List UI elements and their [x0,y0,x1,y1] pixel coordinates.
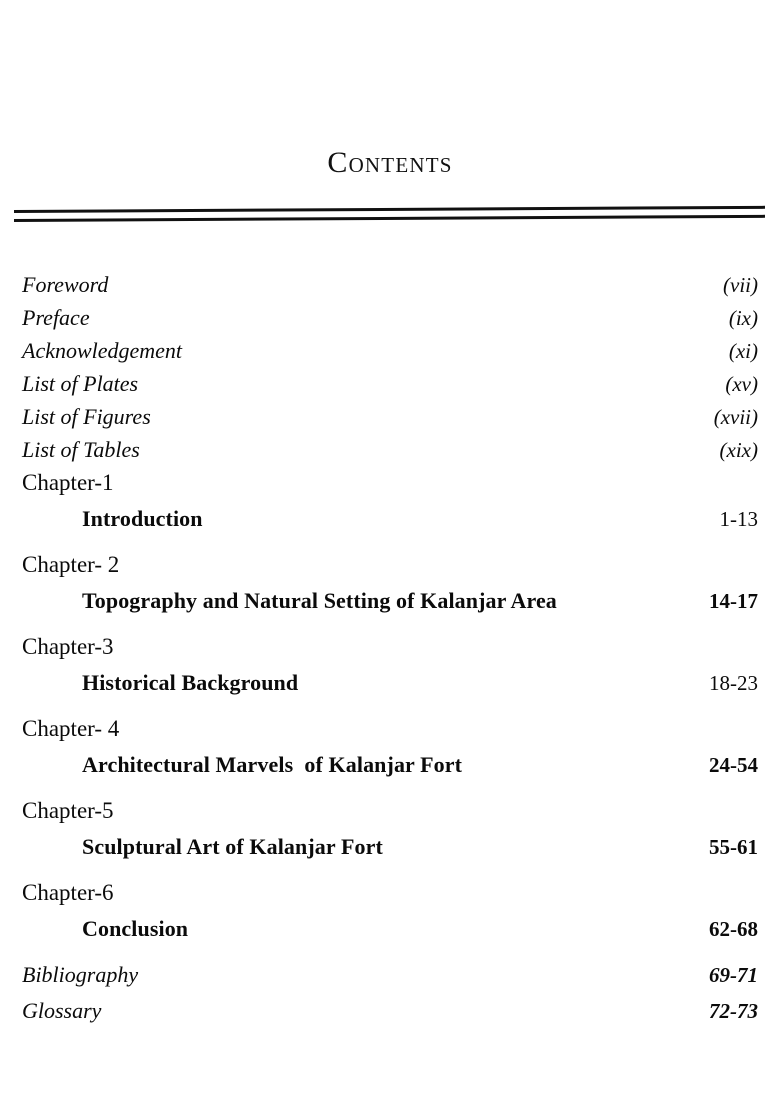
toc-entry-label: Foreword [22,272,109,297]
toc-entry-acknowledgement[interactable] [22,338,758,371]
chapter-page-range: 24-54 [709,753,758,777]
toc-entry-label: Preface [22,305,90,330]
toc-entry-label: List of Tables [22,437,140,462]
chapter-number-2 [22,552,758,588]
toc-entry-page: (xi) [728,339,758,363]
toc-entry-page: 69-71 [709,963,758,987]
chapter-number-label: Chapter-1 [22,470,114,495]
chapter-number-label: Chapter-5 [22,798,114,823]
toc-entry-chapter-6[interactable] [22,916,758,962]
toc-entry-page: (xix) [719,438,758,462]
toc-entry-page: (xvii) [713,405,758,429]
chapter-title-label: Sculptural Art of Kalanjar Fort [82,834,383,859]
toc-entry-label: List of Figures [22,404,151,429]
toc-entry-label: List of Plates [22,371,139,396]
chapter-page-range: 62-68 [709,917,758,941]
divider-line-top [14,206,765,213]
toc-entry-preface[interactable] [22,305,758,338]
toc-entry-chapter-2[interactable] [22,588,758,634]
chapter-number-5 [22,798,758,834]
toc-entry-list-of-tables[interactable] [22,437,758,470]
divider-line-bottom [14,215,765,222]
toc-entry-page: (vii) [723,273,758,297]
chapter-title-label: Introduction [82,506,203,531]
chapter-title-label: Historical Background [82,670,299,695]
toc-entry-page: (ix) [728,306,758,330]
toc-entry-glossary[interactable] [22,998,758,1034]
chapter-page-range: 55-61 [709,835,758,859]
toc-entry-label: Acknowledgement [22,338,183,363]
toc-entry-bibliography[interactable] [22,962,758,998]
toc-entry-label: Glossary [22,998,102,1023]
toc-entry-chapter-5[interactable] [22,834,758,880]
page-title: Contents [327,146,453,179]
chapter-number-label: Chapter-6 [22,880,114,905]
chapter-number-label: Chapter-3 [22,634,114,659]
chapter-number-label: Chapter- 4 [22,716,120,741]
toc-entry-chapter-1[interactable] [22,506,758,552]
chapter-title-label: Conclusion [82,916,189,941]
toc-entry-label: Bibliography [22,962,139,987]
contents-entry-list [22,272,758,1034]
chapter-page-range: 18-23 [709,671,758,695]
toc-entry-list-of-figures[interactable] [22,404,758,437]
chapter-number-6 [22,880,758,916]
double-rule-divider [14,210,765,224]
toc-entry-page: (xv) [725,372,758,396]
toc-entry-chapter-4[interactable] [22,752,758,798]
toc-entry-foreword[interactable] [22,272,758,305]
toc-entry-chapter-3[interactable] [22,670,758,716]
chapter-page-range: 14-17 [709,589,758,613]
chapter-number-4 [22,716,758,752]
chapter-number-1 [22,470,758,506]
chapter-number-label: Chapter- 2 [22,552,120,577]
toc-entry-list-of-plates[interactable] [22,371,758,404]
chapter-page-range: 1-13 [719,507,758,531]
chapter-number-3 [22,634,758,670]
chapter-title-label: Topography and Natural Setting of Kalanjar Area [82,588,557,613]
toc-entry-page: 72-73 [709,999,758,1023]
chapter-title-label: Architectural Marvels of Kalanjar Fort [82,752,463,777]
